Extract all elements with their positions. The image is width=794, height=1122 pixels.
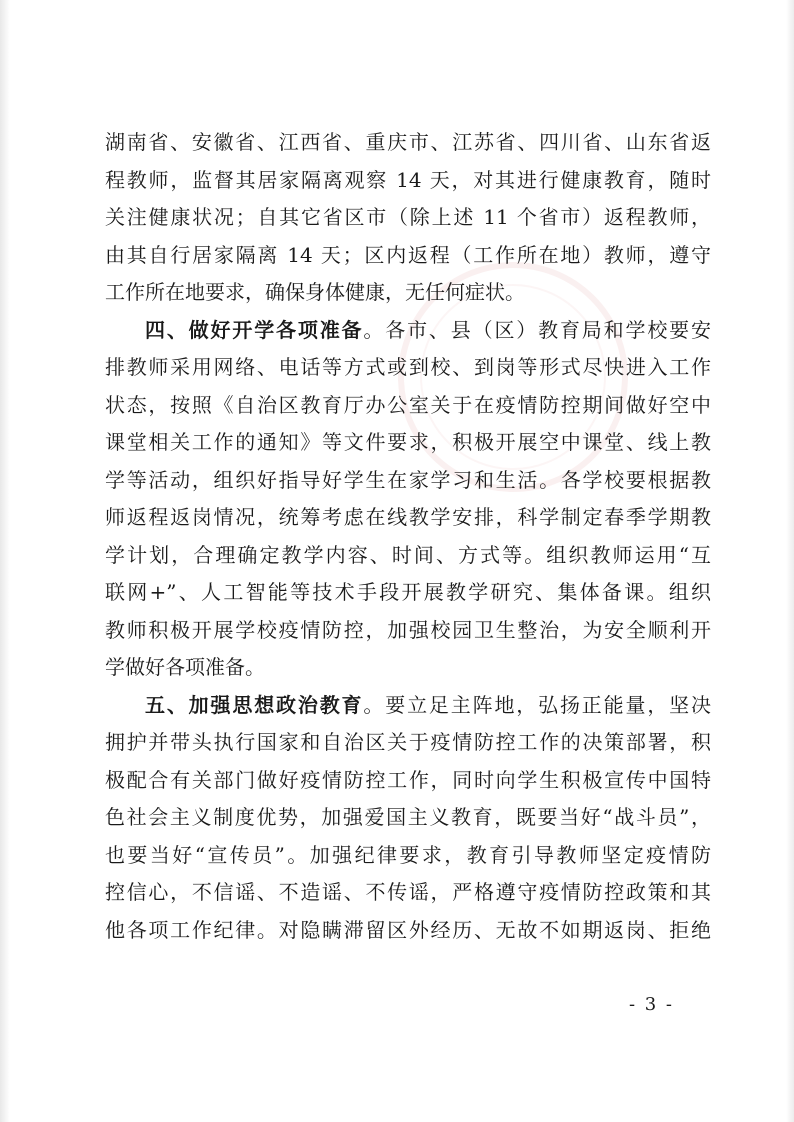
text-line: 联网+”、人工智能等技术手段开展教学研究、集体备课。组织 xyxy=(105,580,711,604)
text-line: 课堂相关工作的通知》等文件要求，积极开展空中课堂、线上教 xyxy=(105,430,711,454)
text-line: 由其自行居家隔离 14 天；区内返程（工作所在地）教师，遵守 xyxy=(105,242,711,267)
text-line: 工作所在地要求，确保身体健康，无任何症状。 xyxy=(105,280,525,304)
text-line: 色社会主义制度优势，加强爱国主义教育，既要当好“战斗员”， xyxy=(105,805,711,829)
text-line: 程教师，监督其居家隔离观察 14 天，对其进行健康教育，随时 xyxy=(105,167,711,192)
document-body xyxy=(105,124,711,949)
text-line: 控信心，不信谣、不造谣、不传谣，严格遵守疫情防控政策和其 xyxy=(105,880,711,904)
text-line: 师返程返岗情况，统筹考虑在线教学安排，科学制定春季学期教 xyxy=(105,505,711,529)
section-five-first-line-text: 。要立足主阵地，弘扬正能量，坚决 xyxy=(363,692,712,717)
text-line: 也要当好“宣传员”。加强纪律要求，教育引导教师坚定疫情防 xyxy=(105,842,711,867)
text-line: 湖南省、安徽省、江西省、重庆市、江苏省、四川省、山东省返 xyxy=(105,130,711,154)
page-number: - 3 - xyxy=(628,994,674,1015)
section-five-first-line xyxy=(105,687,711,725)
text-line: 学计划，合理确定教学内容、时间、方式等。组织教师运用“互 xyxy=(105,542,711,567)
section-five-heading: 五、加强思想政治教育 xyxy=(145,692,364,717)
scan-edge-right xyxy=(786,0,794,1122)
text-line: 状态，按照《自治区教育厅办公室关于在疫情防控期间做好空中 xyxy=(105,392,711,417)
text-line: 教师积极开展学校疫情防控，加强校园卫生整治，为安全顺利开 xyxy=(105,617,711,642)
section-four-heading: 四、做好开学各项准备 xyxy=(145,317,364,342)
text-line: 关注健康状况；自其它省区市（除上述 11 个省市）返程教师， xyxy=(105,205,711,229)
text-line: 排教师采用网络、电话等方式或到校、到岗等形式尽快进入工作 xyxy=(105,355,711,379)
section-four-first-line xyxy=(105,312,711,350)
text-line: 学做好各项准备。 xyxy=(105,655,265,679)
text-line: 学等活动，组织好指导好学生在家学习和生活。各学校要根据教 xyxy=(105,467,711,492)
scan-edge-left xyxy=(0,0,10,1122)
text-line: 拥护并带头执行国家和自治区关于疫情防控工作的决策部署，积 xyxy=(105,730,711,754)
text-line: 极配合有关部门做好疫情防控工作，同时向学生积极宣传中国特 xyxy=(105,767,711,792)
text-line: 他各项工作纪律。对隐瞒滞留区外经历、无故不如期返岗、拒绝 xyxy=(105,917,711,942)
section-four-first-line-text: 。各市、县（区）教育局和学校要安 xyxy=(363,317,712,342)
